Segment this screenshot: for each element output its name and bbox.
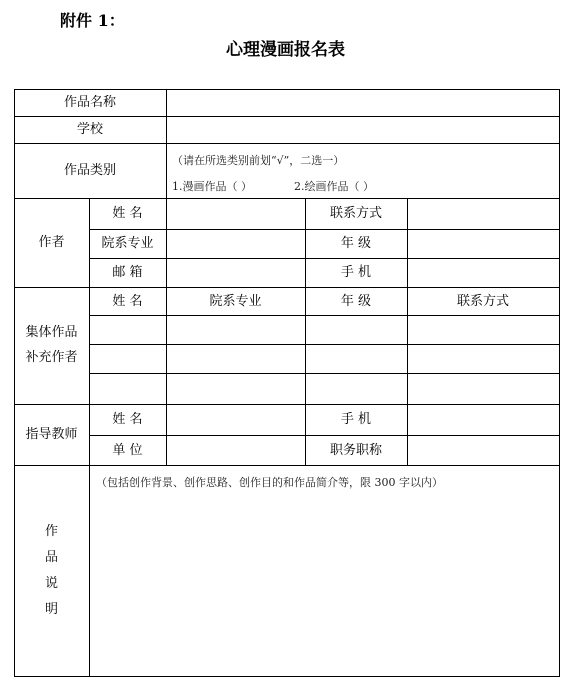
group-row-1-contact-field[interactable] [408,316,559,344]
group-row-3-contact-field[interactable] [408,374,559,404]
group-col-grade: 年 级 [340,293,372,309]
teacher-section-label: 指导教师 [25,427,78,442]
author-email-label: 邮 箱 [112,265,143,280]
author-dept-field[interactable] [167,230,305,258]
teacher-unit-field[interactable] [167,436,305,465]
group-col-contact: 联系方式 [456,293,509,309]
category-option-painting[interactable]: 2.绘画作品（ ） [294,180,374,193]
description-label-char: 作 [44,524,58,539]
teacher-title-field[interactable] [408,436,559,465]
category-option-comic[interactable]: 1.漫画作品（ ） [172,180,252,193]
group-row-2-dept-field[interactable] [167,345,305,373]
group-section-label-line2: 补充作者 [25,349,78,365]
group-row-2-contact-field[interactable] [408,345,559,373]
category-instruction: （请在所选类别前划“√”，二选一） [172,154,345,167]
author-dept-label: 院系专业 [101,236,154,251]
teacher-unit-label: 单 位 [112,442,143,458]
description-label-char: 说 [44,576,58,591]
table-border-bottom [14,676,560,677]
author-email-field[interactable] [167,259,305,287]
group-row-3-dept-field[interactable] [167,374,305,404]
group-row-3-grade-field[interactable] [306,374,407,404]
author-contact-field[interactable] [408,199,559,229]
form-title: 心理漫画报名表 [226,40,345,60]
group-row-1-grade-field[interactable] [306,316,407,344]
group-section-label-line1: 集体作品 [25,324,78,340]
author-name-label: 姓 名 [112,206,143,221]
group-row-2-grade-field[interactable] [306,345,407,373]
author-section-label: 作者 [38,235,65,250]
author-name-field[interactable] [167,199,305,229]
description-label-char: 明 [44,602,58,617]
teacher-phone-label: 手 机 [340,412,372,427]
group-row-3-name-field[interactable] [90,374,166,404]
author-phone-field[interactable] [408,259,559,287]
school-label: 学校 [76,122,103,137]
category-label: 作品类别 [63,163,116,178]
author-grade-field[interactable] [408,230,559,258]
attachment-label: 附件 1： [60,11,125,30]
group-row-2-name-field[interactable] [90,345,166,373]
author-contact-label: 联系方式 [329,206,382,221]
teacher-name-label: 姓 名 [112,412,143,427]
teacher-name-field[interactable] [167,405,305,435]
description-hint: （包括创作背景、创作思路、创作目的和作品简介等，限 300 字以内） [96,476,443,489]
table-border-right [559,89,560,677]
group-row-1-dept-field[interactable] [167,316,305,344]
description-field[interactable] [90,466,559,676]
author-phone-label: 手 机 [340,265,372,280]
teacher-title-label: 职务职称 [329,442,382,458]
description-label [14,465,89,676]
group-section-label [14,287,89,404]
group-col-dept: 院系专业 [209,293,262,309]
work-name-field[interactable] [167,90,559,116]
school-field[interactable] [167,117,559,143]
author-grade-label: 年 级 [340,236,372,251]
group-row-1-name-field[interactable] [90,316,166,344]
group-col-name: 姓 名 [112,293,143,309]
work-name-label: 作品名称 [63,95,116,110]
description-label-char: 品 [44,550,58,565]
teacher-phone-field[interactable] [408,405,559,435]
